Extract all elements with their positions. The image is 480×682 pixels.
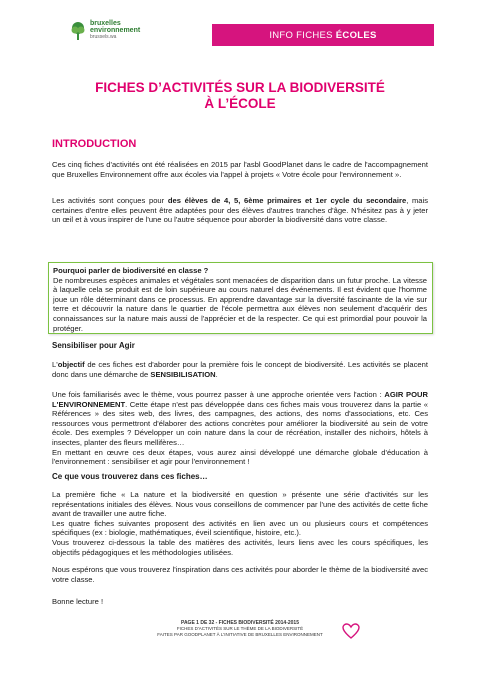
- objective-paragraph: [52, 360, 428, 379]
- p5-text-b: Les quatre fiches suivantes proposent des activités en lien avec un ou plusieurs cours et compétences spécifiques (ex : biologie, mathématiques, éveil scientifique, histoire, etc.).: [52, 518, 428, 538]
- p4-text-c: . Cette étape n'est pas développée dans ces fiches mais vous trouverez dans la partie « Références » des sites web, des livres, des campagnes, des actions, des noms d'associations, etc. Ces ressources vous permettront d'élaborer des actions concrètes pour améliorer la biodiversité au sein de votre école. Des exemples ? Développer un coin nature dans la cour de récréation, installer des nichoirs, hôtels à insectes, planter des fleurs mellifères…: [52, 399, 428, 447]
- hope-paragraph: Nous espérons que vous trouverez l'inspiration dans ces activités pour aborder le thème de la biodiversité avec votre classe.: [52, 565, 428, 584]
- p2-text-a: Les activités sont conçues pour: [52, 196, 168, 205]
- page-footer: [140, 620, 340, 638]
- band-prefix: INFO FICHES: [269, 29, 333, 41]
- footer-page-number: PAGE 1 DE 32 - FICHES BIODIVERSITÉ 2014-2015: [180, 620, 299, 626]
- content-paragraph: [52, 490, 428, 557]
- goodplanet-heart-icon: [342, 623, 360, 639]
- p5-text-a: La première fiche « La nature et la biodiversité en question » présente une série d'activités sur les représentations initiales des élèves. Nous vous conseillons de commencer par l'une des activités de cette fiche avant de travailler une autre fiche.: [52, 490, 428, 519]
- logo-line-1: bruxelles: [90, 20, 121, 27]
- logo-line-2: environnement: [90, 27, 141, 34]
- why-biodiversity-box: [48, 262, 433, 334]
- p3-text-e: .: [215, 369, 218, 379]
- p4-agir: AGIR POUR L'ENVIRONNEMENT: [52, 390, 428, 409]
- closing-text: Bonne lecture !: [52, 597, 104, 606]
- info-fiches-band: [212, 24, 434, 46]
- p3-text-a: L': [52, 360, 58, 369]
- page-title: FICHES D’ACTIVITÉS SUR LA BIODIVERSITÉ À L’ÉCOLE: [95, 80, 385, 111]
- why-box-content: [53, 266, 427, 333]
- trouverez-heading: Ce que vous trouverez dans ces fiches…: [52, 472, 208, 481]
- p2-text-c: , mais certaines d'entre elles peuvent être adaptées pour des élèves d'autres tranches d'âge. N'hésitez pas à y jeter un œil et à vous inspirer de l'une ou l'autre séquence pour aborder la biodiversité dans votre classe.: [52, 196, 428, 225]
- action-paragraph: [52, 390, 428, 467]
- p3-sensibilisation: SENSIBILISATION: [150, 369, 216, 379]
- p3-text-c: de ces fiches est d'aborder pour la première fois le concept de biodiversité. Les activités se placent donc dans une démarche de: [52, 360, 428, 379]
- footer-line-3: FAITES PAR GOODPLANET À L'INITIATIVE DE BRUXELLES ENVIRONNEMENT: [157, 632, 323, 637]
- footer-line-2: FICHES D'ACTIVITÉS SUR LE THÈME DE LA BIODIVERSITÉ: [176, 626, 304, 631]
- introduction-heading: INTRODUCTION: [52, 138, 137, 150]
- p4-text-d: En mettant en œuvre ces deux étapes, vous aurez ainsi développé une démarche globale d'éducation à l'environnement : sensibiliser et agir pour l'environnement !: [52, 447, 428, 467]
- tree-logo-icon: [70, 22, 86, 40]
- p5-text-c: Vous trouverez ci-dessous la table des matières des activités, leurs liens avec les cours spécifiques, les objectifs pédagogiques et les méthodologies utilisées.: [52, 537, 428, 557]
- logo-line-3: brussels.wa: [90, 34, 117, 40]
- why-text: De nombreuses espèces animales et végétales sont menacées de disparition dans un futur proche. La vitesse à laquelle cela se produit est de loin supérieure au cours naturel des événements. Il est évident que l'homme joue un rôle déterminant dans ce processus. En apprendre davantage sur la diversité fascinante de la vie sur terre et découvrir la nature dans le quartier de l'école permettra aux élèves non seulement d'acquérir des connaissances sur la nature mais aussi de l'apprécier et de la respecter. Ce qui est primordial pour pouvoir la protéger.: [53, 275, 427, 333]
- p2-emphasis: des élèves de 4, 5, 6ème primaires et 1er cycle du secondaire: [167, 196, 407, 205]
- why-question: Pourquoi parler de biodiversité en classe ?: [53, 266, 209, 275]
- intro-paragraph-2: [52, 196, 428, 225]
- intro-paragraph-1: Ces cinq fiches d'activités ont été réalisées en 2015 par l'asbl GoodPlanet dans le cadre de l'accompagnement que Bruxelles Environnement offre aux écoles via l'appel à projets « Votre école pour l'environnement ».: [52, 160, 428, 179]
- p3-objectif: objectif: [57, 360, 85, 369]
- sensibiliser-heading: Sensibiliser pour Agir: [52, 341, 135, 350]
- band-bold: ÉCOLES: [335, 29, 377, 41]
- bruxelles-environnement-logo: [70, 20, 140, 41]
- p4-text-a: Une fois familiarisés avec le thème, vous pourrez passer à une approche orientée vers l'action :: [52, 390, 385, 399]
